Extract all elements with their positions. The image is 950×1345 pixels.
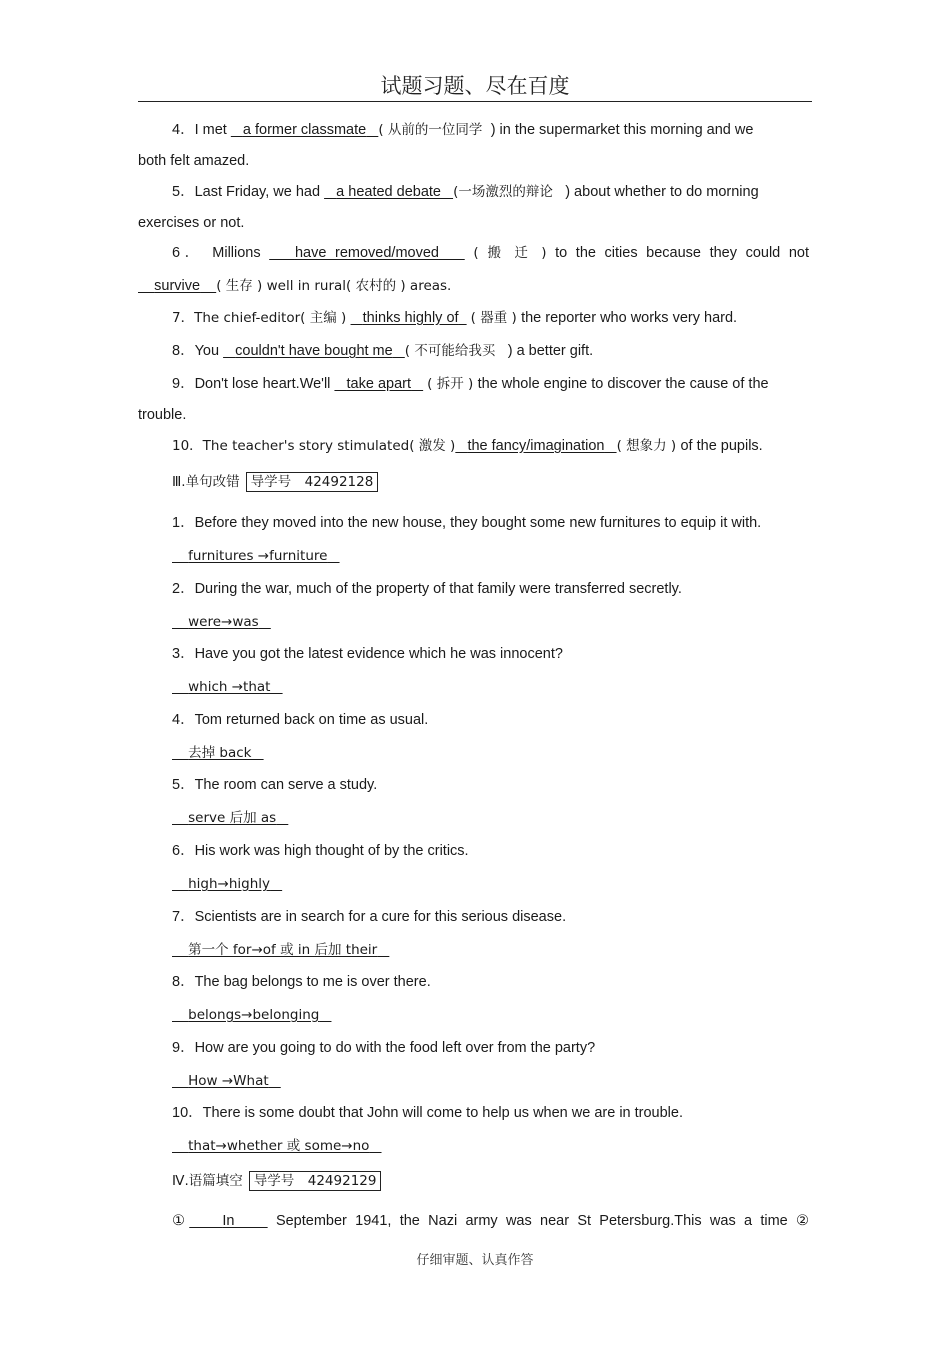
q4-suffix: ) in the supermarket this morning and we (490, 122, 754, 138)
q6-answer: have removed/moved (294, 245, 439, 261)
item-q9-continued: trouble. (138, 407, 187, 423)
q9-answer: take apart (346, 376, 412, 392)
q7-suffix: the reporter who works very hard. (521, 310, 738, 326)
correction-answer: serve 后加 as (188, 810, 277, 826)
correction-question: 4．Tom returned back on time as usual. (172, 712, 429, 728)
section4-text-1: September 1941, the Nazi army was near St Petersburg.This was a time (275, 1213, 788, 1229)
q5-prefix: 5．Last Friday, we had (172, 184, 325, 200)
section4-code-box: 导学号 42492129 (249, 1171, 382, 1191)
section3-heading: Ⅲ.单句改错 (172, 474, 240, 490)
section4-answer-1: In (222, 1213, 235, 1229)
q7-chinese: ( 器重 ) (470, 310, 522, 326)
item-q6 (172, 244, 809, 262)
q9-prefix: 9．Don't lose heart.We'll (172, 376, 335, 392)
q9-suffix: the whole engine to discover the cause of the (477, 376, 769, 392)
q5-answer: a heated debate (336, 184, 441, 200)
q6-suffix: to the cities because they could not (555, 245, 809, 261)
item-q5-continued: exercises or not. (138, 215, 245, 231)
correction-question: 6．His work was high thought of by the critics. (172, 843, 469, 859)
page-header-title: 试题习题、尽在百度 (380, 74, 570, 98)
item-q10 (172, 437, 763, 455)
q4-prefix: 4．I met (172, 122, 231, 138)
item-q4-continued: both felt amazed. (138, 153, 250, 169)
q8-chinese: ( 不可能给我买 (404, 343, 500, 359)
item-q8 (172, 342, 593, 360)
q5-suffix: ) about whether to do morning (565, 184, 759, 200)
q5-chinese: (一场激烈的辩论 (453, 184, 558, 200)
q10-prefix: 10．The teacher's story stimulated( 激发 ) (172, 438, 456, 454)
item-q4 (172, 121, 753, 139)
correction-question: 3．Have you got the latest evidence which he was innocent? (172, 646, 563, 662)
q10-suffix: of the pupils. (680, 438, 763, 454)
section3-heading-row (172, 472, 378, 492)
q7-prefix: 7．The chief-editor( 主编 ) (172, 310, 351, 326)
q6-prefix: 6． Millions (172, 245, 270, 261)
page-footer: 仔细审题、认真作答 (416, 1253, 534, 1268)
correction-answer: high→highly (188, 876, 271, 892)
correction-question: 2．During the war, much of the property of that family were transferred secretly. (172, 581, 682, 597)
correction-question: 10．There is some doubt that John will come to help us when we are in trouble. (172, 1105, 683, 1121)
item-q7 (172, 309, 737, 327)
correction-question: 5．The room can serve a study. (172, 777, 378, 793)
section4-line1 (172, 1212, 809, 1230)
q7-answer: thinks highly of (362, 310, 459, 326)
section4-heading: Ⅳ.语篇填空 (172, 1173, 243, 1189)
q9-chinese: ( 拆开 ) (427, 376, 478, 392)
blank-mark-2: ② (796, 1213, 810, 1229)
correction-question: 8．The bag belongs to me is over there. (172, 974, 431, 990)
header-rule (138, 101, 812, 102)
correction-answer: furnitures →furniture (188, 548, 328, 564)
correction-answer: belongs→belonging (188, 1007, 320, 1023)
q8-answer: couldn't have bought me (235, 343, 393, 359)
q4-chinese: ( 从前的一位同学 (378, 122, 487, 138)
correction-answer: 第一个 for→of 或 in 后加 their (188, 942, 378, 958)
q10-chinese: ( 想象力 ) (616, 438, 681, 454)
q4-answer: a former classmate (242, 122, 367, 138)
q8-suffix: ) a better gift. (507, 343, 594, 359)
blank-mark-1: ① (172, 1213, 190, 1229)
correction-question: 7．Scientists are in search for a cure for this serious disease. (172, 909, 567, 925)
correction-question: 9．How are you going to do with the food left over from the party? (172, 1040, 596, 1056)
section4-heading-row (172, 1171, 381, 1191)
correction-answer: were→was (188, 614, 259, 630)
q10-answer: the fancy/imagination (467, 438, 605, 454)
q6-answer-2: survive (154, 278, 201, 294)
correction-answer: How →What (188, 1073, 269, 1089)
section3-code-box: 导学号 42492128 (246, 472, 379, 492)
item-q6-continued (138, 277, 451, 295)
correction-answer: 去掉 back (188, 745, 252, 761)
q6-chinese-2: ( 生存 ) well in rural( 农村的 ) areas. (216, 278, 452, 294)
q6-chinese: ( 搬 迁 ) (473, 245, 547, 261)
q8-prefix: 8．You (172, 343, 224, 359)
correction-question: 1．Before they moved into the new house, they bought some new furnitures to equip it with. (172, 515, 762, 531)
item-q5 (172, 183, 759, 201)
correction-answer: which →that (188, 679, 271, 695)
item-q9 (172, 375, 769, 393)
correction-answer: that→whether 或 some→no (188, 1138, 370, 1154)
